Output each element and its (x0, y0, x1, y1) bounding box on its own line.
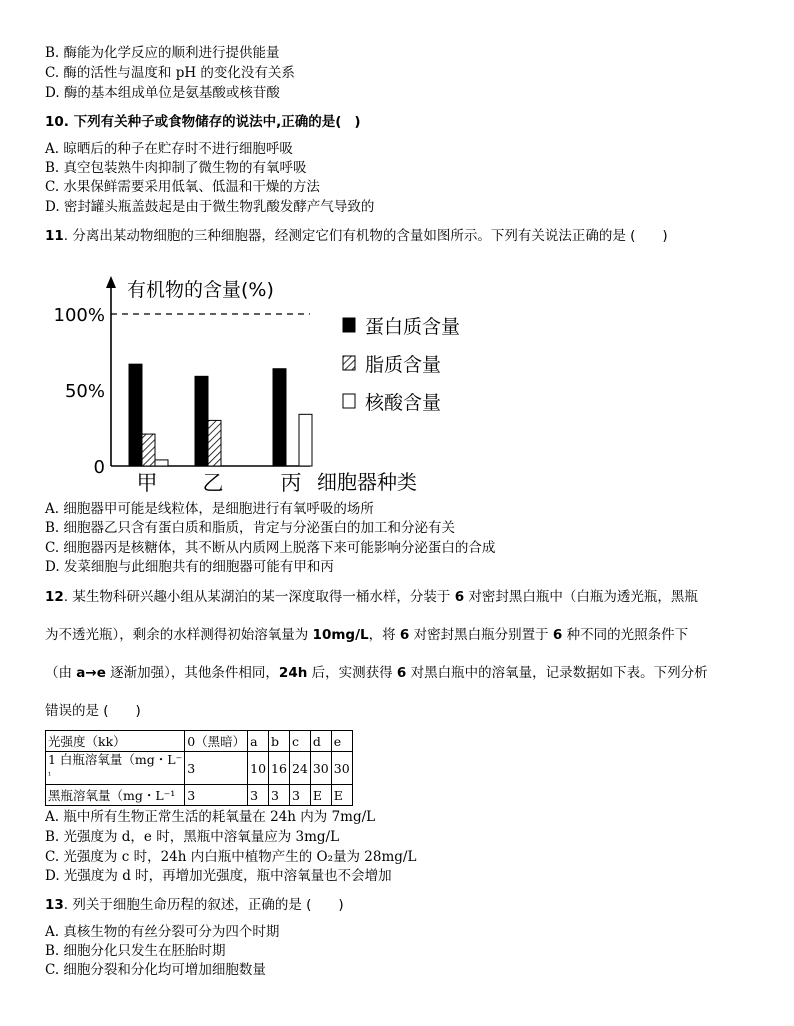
q12-text-2g: 种不同的光照条件下 (566, 627, 689, 643)
legend-label: 蛋白质含量 (365, 316, 461, 338)
q13-option-a: A. 真核生物的有丝分裂可分为四个时期 (45, 924, 280, 940)
q10-paren: ) (354, 114, 361, 130)
table-cell: 30 (331, 752, 352, 785)
q10-stem (45, 113, 360, 131)
q11-option-a: A. 细胞器甲可能是线粒体，是细胞进行有氧呼吸的场所 (45, 501, 374, 517)
q12-line-2 (45, 626, 688, 644)
table-cell: 3 (185, 752, 248, 785)
q12-text-3g: 对黑白瓶中的溶氧量，记录数据如下表。下列分析 (410, 665, 708, 681)
q10-option-d: D. 密封罐头瓶盖鼓起是由于微生物乳酸发酵产气导致的 (45, 199, 375, 215)
table-cell: 30 (310, 752, 331, 785)
q12-option-d: D. 光强度为 d 时，再增加光强度，瓶中溶氧量也不会增加 (45, 868, 392, 884)
table-row-label (46, 752, 185, 785)
y-axis-arrow (106, 276, 116, 288)
q11-stem (45, 227, 668, 245)
legend-swatch (343, 394, 355, 408)
y-tick-label: 100% (53, 305, 105, 326)
q12-text-1a: . 某生物科研兴趣小组从某湖泊的某一深度取得一桶水样，分装于 (63, 589, 451, 605)
table-cell: E (310, 785, 331, 806)
legend-label: 脂质含量 (365, 354, 442, 376)
q10-text: . 下列有关种子或食物储存的说法中,正确的是( (63, 114, 342, 130)
oxygen-table (45, 730, 353, 806)
black-bottle-label: 黑瓶溶氧量（mg・L⁻¹ (46, 785, 185, 806)
legend-swatch (343, 318, 355, 332)
table-cell: 16 (269, 752, 290, 785)
q12-text-3c: 逐渐加强），其他条件相同， (110, 665, 279, 681)
q12-text-2b: 10mg/L (312, 627, 369, 643)
q12-text-2d: 6 (399, 627, 410, 643)
q11-option-d: D. 发菜细胞与此细胞共有的细胞器可能有甲和丙 (45, 559, 334, 575)
table-header-cell: b (269, 731, 290, 752)
table-cell: 3 (269, 785, 290, 806)
table-header-cell: 0（黑暗） (185, 731, 248, 752)
y-tick-label: 0 (93, 457, 105, 478)
q12-option-b: B. 光强度为 d，e 时，黑瓶中溶氧量应为 3mg/L (45, 829, 340, 845)
q10-number: 10 (45, 114, 64, 130)
bar-蛋白质含量-丙 (273, 369, 286, 466)
legend-swatch (343, 356, 355, 370)
table-header-cell: d (310, 731, 331, 752)
table-cell: E (331, 785, 352, 806)
bar-蛋白质含量-甲 (129, 364, 142, 466)
q12-text-2f: 6 (552, 627, 563, 643)
white-bottle-label-sup: ¹ (48, 771, 52, 780)
y-tick-label: 50% (64, 381, 105, 402)
q13-text: . 列关于细胞生命历程的叙述，正确的是 ( ) (63, 897, 344, 913)
q12-number: 12 (45, 589, 64, 605)
legend-label: 核酸含量 (365, 392, 442, 414)
q12-text-3b: a→e (76, 665, 106, 681)
q12-text-3f: 6 (396, 665, 407, 681)
bar-核酸含量-甲 (155, 460, 168, 466)
table-cell: 24 (289, 752, 310, 785)
table-header-cell: e (331, 731, 352, 752)
x-axis-label: 细胞器种类 (317, 470, 417, 494)
organelle-chart (45, 266, 505, 496)
q11-option-b: B. 细胞器乙只含有蛋白质和脂质，肯定与分泌蛋白的加工和分泌有关 (45, 520, 456, 536)
bar-蛋白质含量-乙 (195, 376, 208, 466)
table-cell: 3 (185, 785, 248, 806)
table-row (46, 752, 353, 785)
q9-option-b: B. 酶能为化学反应的顺利进行提供能量 (45, 45, 280, 61)
q10-option-a: A. 晾晒后的种子在贮存时不进行细胞呼吸 (45, 141, 293, 157)
q13-option-c: C. 细胞分裂和分化均可增加细胞数量 (45, 962, 266, 978)
bar-核酸含量-丙 (299, 414, 312, 466)
q12-text-2e: 对密封黑白瓶分别置于 (413, 627, 549, 643)
q12-text-3a: （由 (45, 665, 72, 681)
q12-text-2a: 为不透光瓶），剩余的水样测得初始溶氧量为 (45, 627, 309, 643)
bar-脂质含量-甲 (142, 434, 155, 466)
q12-text-2c: ，将 (368, 627, 396, 643)
table-cell: 3 (248, 785, 269, 806)
q9-option-c: C. 酶的活性与温度和 pH 的变化没有关系 (45, 65, 295, 81)
q10-option-c: C. 水果保鲜需要采用低氧、低温和干燥的方法 (45, 179, 320, 195)
table-header-cell: c (289, 731, 310, 752)
q12-line-3 (45, 664, 708, 682)
q12-text-1b: 6 (454, 589, 465, 605)
q12-option-c: C. 光强度为 c 时，24h 内白瓶中植物产生的 O₂量为 28mg/L (45, 849, 417, 865)
q12-line-4: 错误的是 ( ) (45, 703, 141, 719)
q12-text-1c: 对密封黑白瓶中（白瓶为透光瓶，黑瓶 (468, 589, 698, 605)
x-tick-label: 丙 (280, 471, 302, 495)
white-bottle-label: 1 白瓶溶氧量（mg・L⁻ (48, 752, 183, 767)
q12-option-a: A. 瓶中所有生物正常生活的耗氧量在 24h 内为 7mg/L (45, 809, 376, 825)
table-header-cell: 光强度（kk） (46, 731, 185, 752)
q13-stem (45, 896, 344, 914)
q12-text-3e: 后，实测获得 (311, 665, 393, 681)
q12-text-3d: 24h (278, 665, 308, 681)
table-header-cell: a (248, 731, 269, 752)
table-row (46, 785, 353, 806)
table-cell: 3 (289, 785, 310, 806)
q11-number: 11 (45, 228, 64, 244)
q10-option-b: B. 真空包装熟牛肉抑制了微生物的有氧呼吸 (45, 160, 307, 176)
chart-title: 有机物的含量(%) (127, 279, 274, 301)
table-header-row (46, 731, 353, 752)
q12-line-1 (45, 588, 698, 606)
x-tick-label: 甲 (136, 471, 158, 495)
q13-number: 13 (45, 897, 64, 913)
q11-text: . 分离出某动物细胞的三种细胞器，经测定它们有机物的含量如图所示。下列有关说法正确的是 ( ) (63, 228, 668, 244)
q13-option-b: B. 细胞分化只发生在胚胎时期 (45, 943, 226, 959)
q9-option-d: D. 酶的基本组成单位是氨基酸或核苷酸 (45, 85, 280, 101)
x-tick-label: 乙 (202, 471, 224, 495)
q11-option-c: C. 细胞器丙是核糖体，其不断从内质网上脱落下来可能影响分泌蛋白的合成 (45, 540, 496, 556)
bar-脂质含量-乙 (208, 420, 221, 466)
table-cell: 10 (248, 752, 269, 785)
